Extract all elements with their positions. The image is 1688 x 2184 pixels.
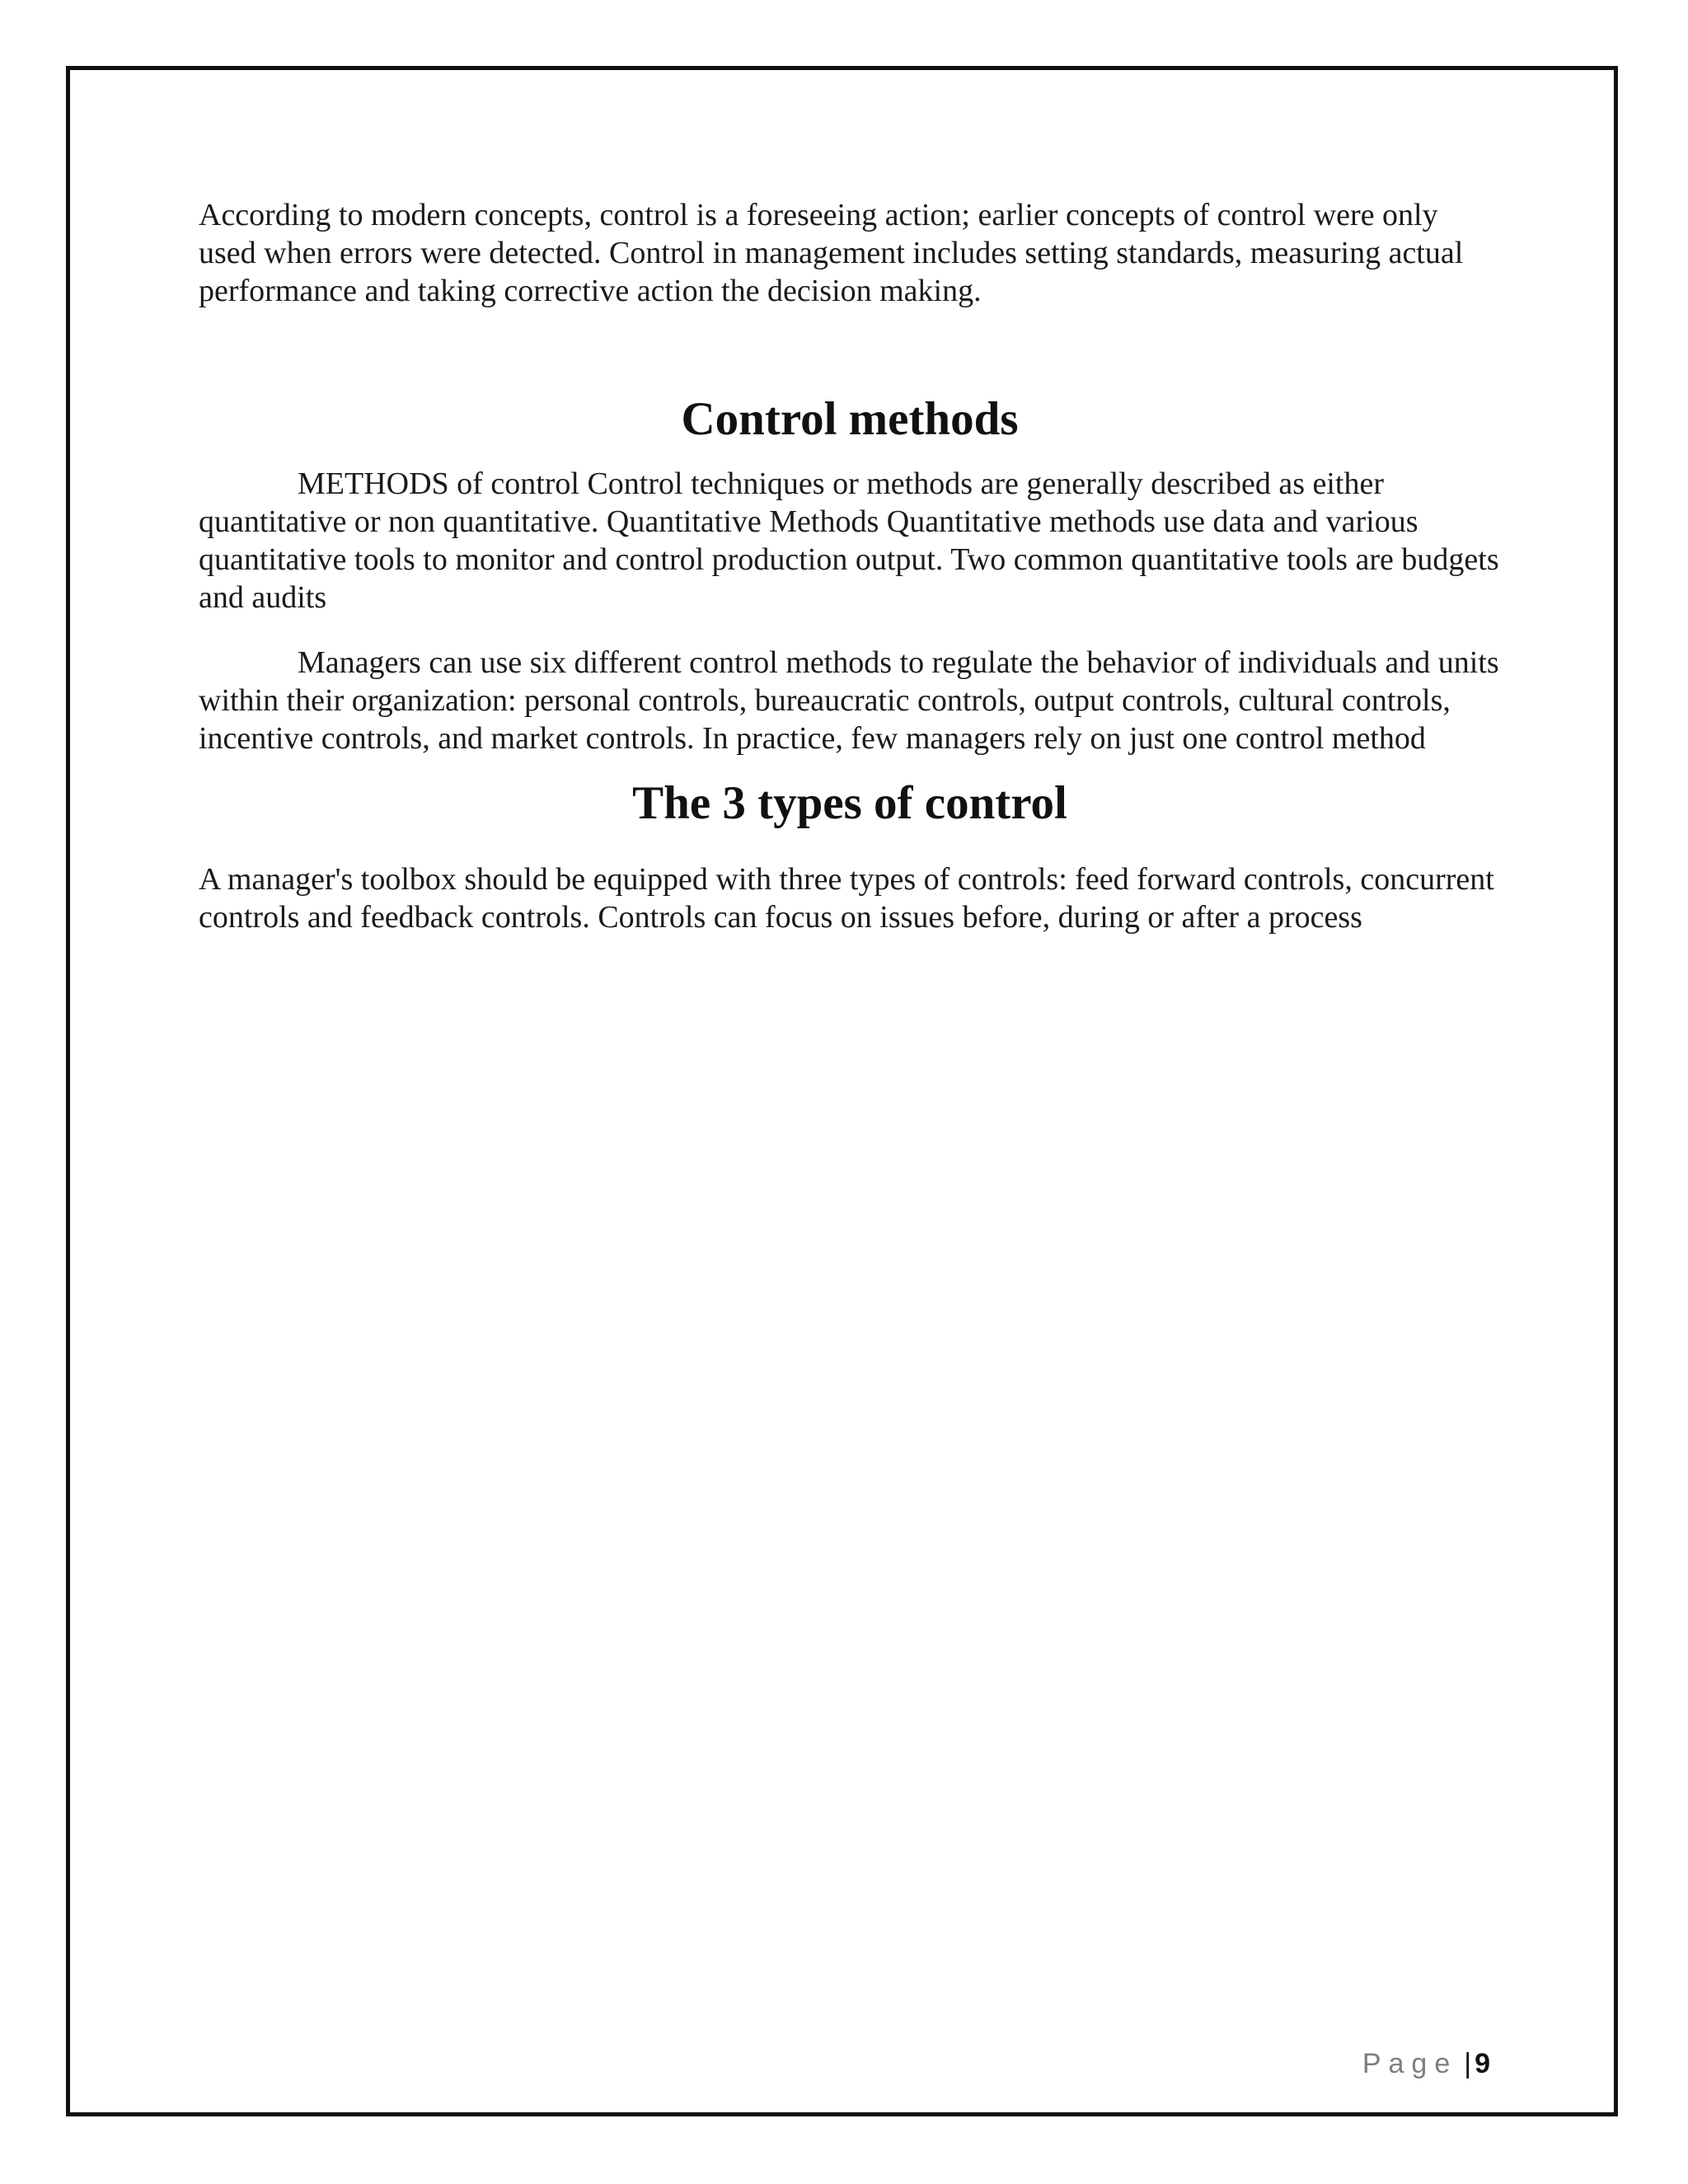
page-number: 9 bbox=[1475, 2048, 1490, 2079]
document-body bbox=[199, 196, 1501, 936]
intro-paragraph: According to modern concepts, control is a foreseeing action; earlier concepts of control were only used when errors were detected. Control in management includes setting standards, measuring actual performance and taking corrective action the decision making. bbox=[199, 198, 1464, 308]
section-heading-types-of-control: The 3 types of control bbox=[632, 777, 1067, 829]
toolbox-paragraph: A manager's toolbox should be equipped with three types of controls: feed forward controls, concurrent controls and feedback controls. Controls can focus on issues before, during or after a process bbox=[199, 862, 1494, 935]
page-footer bbox=[1362, 2047, 1490, 2080]
page-separator: | bbox=[1464, 2048, 1472, 2079]
managers-paragraph: Managers can use six different control methods to regulate the behavior of individuals and units within their organization: personal controls, bureaucratic controls, output controls, cultural controls, incentive controls, and market controls. In practice, few managers rely on just one control method bbox=[199, 645, 1499, 756]
section-heading-control-methods: Control methods bbox=[681, 393, 1019, 445]
page-label: Page bbox=[1362, 2048, 1458, 2079]
methods-paragraph: METHODS of control Control techniques or methods are generally described as either quantitative or non quantitative. Quantitative Methods Quantitative methods use data and various quantitative tools to monitor and control production output. Two common quantitative tools are budgets and audits bbox=[199, 466, 1499, 615]
